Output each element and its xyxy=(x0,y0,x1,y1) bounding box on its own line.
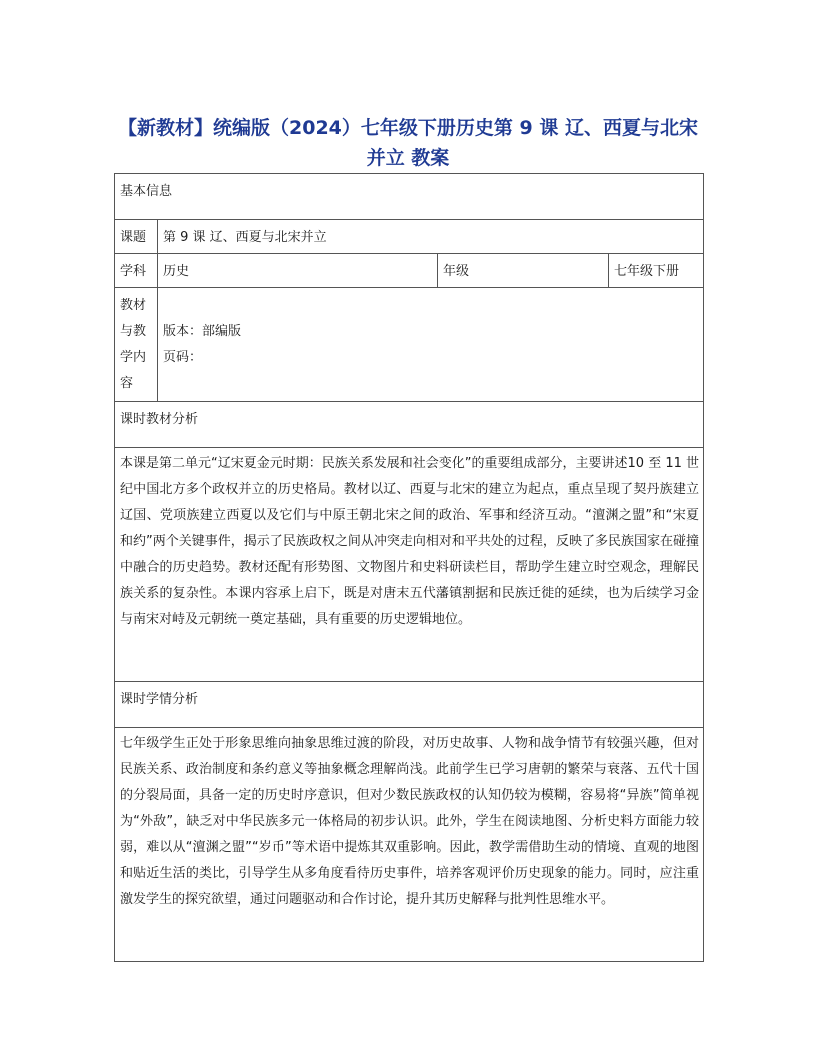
analysis-body-row xyxy=(115,448,704,682)
subject-label: 学科 xyxy=(115,254,158,288)
material-value xyxy=(158,288,704,402)
student-heading: 课时学情分析 xyxy=(115,682,704,728)
document-title xyxy=(110,113,706,173)
analysis-text: 本课是第二单元“辽宋夏金元时期：民族关系发展和社会变化”的重要组成部分，主要讲述10 至 11 世纪中国北方多个政权并立的历史格局。教材以辽、西夏与北宋的建立为起点，重点呈现了契丹族建立辽国、党项族建立西夏以及它们与中原王朝北宋之间的政治、军事和经济互动。“澶渊之盟”和“宋夏和约”两个关键事件，揭示了民族政权之间从冲突走向相对和平共处的过程，反映了多民族国家在碰撞中融合的历史趋势。教材还配有形势图、文物图片和史料研读栏目，帮助学生建立时空观念，理解民族关系的复杂性。本课内容承上启下，既是对唐末五代藩镇割据和民族迁徙的延续，也为后续学习金与南宋对峙及元朝统一奠定基础，具有重要的历史逻辑地位。 xyxy=(115,448,704,682)
edition-text: 版本：部编版 xyxy=(163,324,242,339)
student-body-row xyxy=(115,728,704,962)
material-label-line: 与教 xyxy=(120,324,147,339)
grade-value: 七年级下册 xyxy=(609,254,704,288)
lesson-plan-table xyxy=(114,173,704,962)
material-label-line: 教材 xyxy=(120,298,147,313)
title-line-2: 并立 教案 xyxy=(366,147,450,169)
lesson-label: 课题 xyxy=(115,220,158,254)
material-label xyxy=(115,288,158,402)
student-heading-row xyxy=(115,682,704,728)
material-row xyxy=(115,288,704,402)
grade-label: 年级 xyxy=(438,254,609,288)
material-label-line: 容 xyxy=(120,376,134,391)
basic-info-row xyxy=(115,174,704,220)
title-line-1: 【新教材】统编版（2024）七年级下册历史第 9 课 辽、西夏与北宋 xyxy=(118,117,698,139)
student-text: 七年级学生正处于形象思维向抽象思维过渡的阶段，对历史故事、人物和战争情节有较强兴趣，但对民族关系、政治制度和条约意义等抽象概念理解尚浅。此前学生已学习唐朝的繁荣与衰落、五代十国的分裂局面，具备一定的历史时序意识，但对少数民族政权的认知仍较为模糊，容易将“异族”简单视为“外敌”，缺乏对中华民族多元一体格局的初步认识。此外，学生在阅读地图、分析史料方面能力较弱，难以从“澶渊之盟”“岁币”等术语中提炼其双重影响。因此，教学需借助生动的情境、直观的地图和贴近生活的类比，引导学生从多角度看待历史事件，培养客观评价历史现象的能力。同时，应注重激发学生的探究欲望，通过问题驱动和合作讨论，提升其历史解释与批判性思维水平。 xyxy=(115,728,704,962)
lesson-row xyxy=(115,220,704,254)
pages-text: 页码： xyxy=(163,350,203,365)
analysis-heading-row xyxy=(115,402,704,448)
basic-info-heading: 基本信息 xyxy=(115,174,704,220)
analysis-heading: 课时教材分析 xyxy=(115,402,704,448)
material-label-line: 学内 xyxy=(120,350,147,365)
lesson-value: 第 9 课 辽、西夏与北宋并立 xyxy=(158,220,704,254)
subject-row xyxy=(115,254,704,288)
subject-value: 历史 xyxy=(158,254,438,288)
